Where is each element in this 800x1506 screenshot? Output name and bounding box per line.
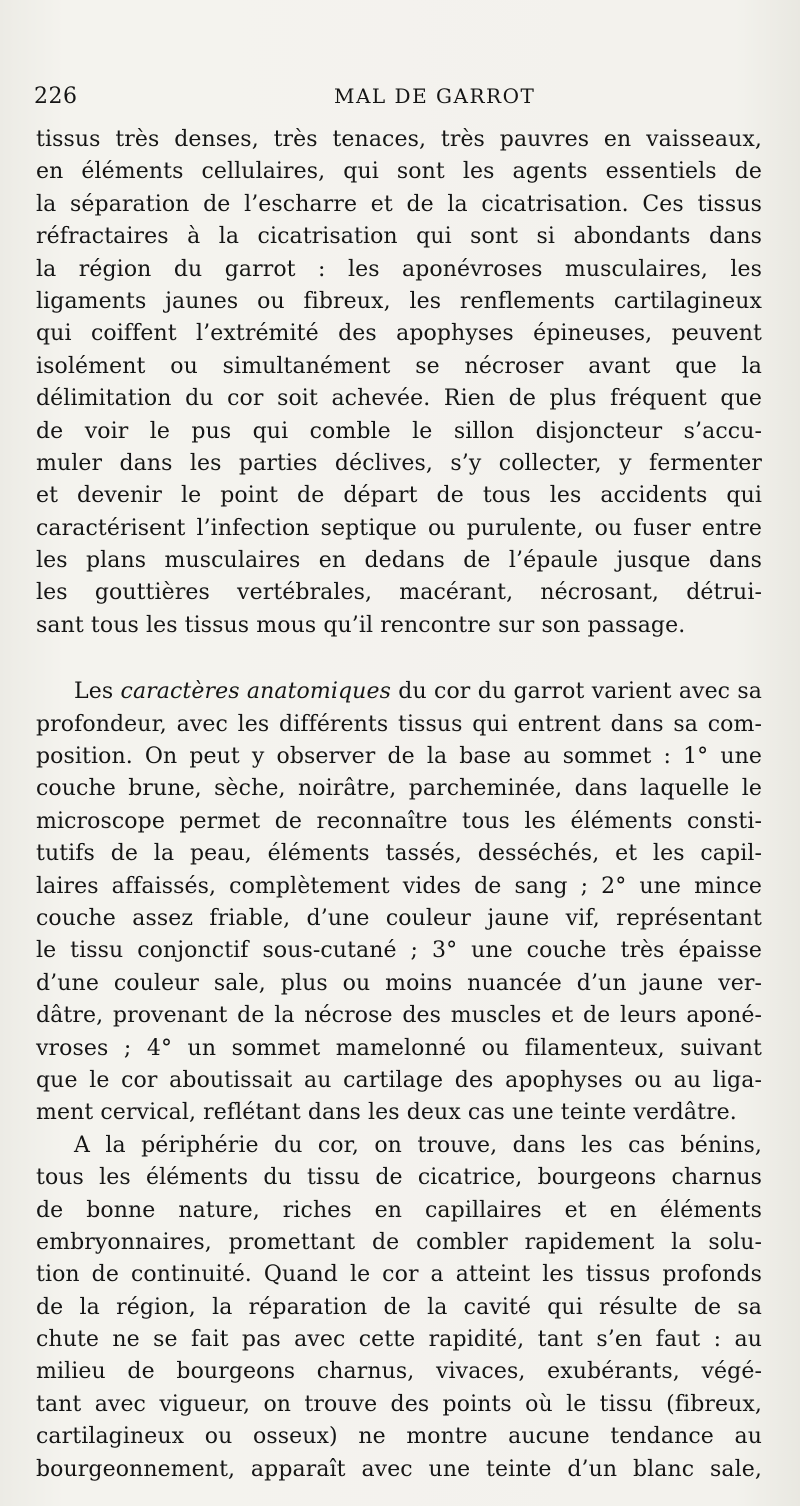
text-line: bourgeonnement, apparaît avec une teinte d’un blanc sale,: [36, 1456, 762, 1482]
text-line: vroses ; 4° un sommet mamelonné ou filamenteux, suivant: [36, 1035, 762, 1061]
italic-term: caractères anatomiques: [120, 679, 391, 705]
text-line: couche assez friable, d’une couleur jaune vif, représentant: [36, 905, 762, 931]
paragraph-2: [36, 676, 762, 1129]
text-line: milieu de bourgeons charnus, vivaces, exubérants, végé-: [36, 1359, 762, 1385]
text-line: profondeur, avec les différents tissus qui entrent dans sa com-: [36, 711, 762, 737]
text-line: d’une couleur sale, plus ou moins nuancée d’un jaune ver-: [36, 970, 762, 996]
text-line: de voir le pus qui comble le sillon disjoncteur s’accu-: [36, 418, 762, 444]
text-line: tutifs de la peau, éléments tassés, desséchés, et les capil-: [36, 841, 762, 867]
text-line: microscope permet de reconnaître tous les éléments consti-: [36, 808, 762, 834]
text-line: laires affaissés, complètement vides de sang ; 2° une mince: [36, 873, 762, 899]
text-line: et devenir le point de départ de tous les accidents qui: [36, 483, 762, 509]
text-line: A la périphérie du cor, on trouve, dans les cas bénins,: [74, 1132, 762, 1158]
text-line: les plans musculaires en dedans de l’épaule jusque dans: [36, 548, 762, 574]
paragraph-2-first-line: [36, 676, 762, 708]
text-line: muler dans les parties déclives, s’y collecter, y fermenter: [36, 450, 762, 476]
text-line: isolément ou simultanément se nécroser avant que la: [36, 353, 762, 379]
text-line: tant avec vigueur, on trouve des points où le tissu (fibreux,: [36, 1391, 762, 1417]
text-line: délimitation du cor soit achevée. Rien de plus fréquent que: [36, 386, 762, 412]
text-line: de la région, la réparation de la cavité qui résulte de sa: [36, 1294, 762, 1320]
text-line: embryonnaires, promettant de combler rapidement la solu-: [36, 1229, 762, 1255]
text-run: du cor du garrot varient avec sa: [390, 679, 763, 705]
text-line: la région du garrot : les aponévroses musculaires, les: [36, 256, 762, 282]
page-header: [34, 84, 764, 116]
text-line: ment cervical, reflétant dans les deux cas une teinte verdâtre.: [36, 1100, 737, 1126]
text-line: sant tous les tissus mous qu’il rencontre sur son passage.: [36, 612, 686, 638]
text-line: de bonne nature, riches en capillaires et en éléments: [36, 1197, 762, 1223]
text-run: Les: [74, 679, 121, 705]
paragraph-gap: [36, 642, 762, 676]
running-title: MAL DE GARROT: [334, 84, 536, 108]
text-line: tissus très denses, très tenaces, très pauvres en vaisseaux,: [36, 127, 762, 152]
text-line: cartilagineux ou osseux) ne montre aucune tendance au: [36, 1424, 762, 1450]
text-line: dâtre, provenant de la nécrose des muscles et de leurs aponé-: [36, 1003, 762, 1029]
body-text: [36, 124, 762, 1486]
text-line: qui coiffent l’extrémité des apophyses épineuses, peuvent: [36, 321, 762, 347]
text-line: couche brune, sèche, noirâtre, parcheminée, dans laquelle le: [36, 776, 762, 802]
text-line: ligaments jaunes ou fibreux, les renflements cartilagineux: [36, 288, 762, 314]
text-line: position. On peut y observer de la base au sommet : 1° une: [36, 744, 762, 770]
text-line: chute ne se fait pas avec cette rapidité, tant s’en faut : au: [36, 1327, 762, 1353]
page-number: 226: [34, 84, 78, 109]
text-line: le tissu conjonctif sous-cutané ; 3° une couche très épaisse: [36, 938, 762, 964]
text-line: les gouttières vertébrales, macérant, nécrosant, détrui-: [36, 580, 762, 606]
text-line: que le cor aboutissait au cartilage des apophyses ou au liga-: [36, 1067, 762, 1093]
text-line: tion de continuité. Quand le cor a atteint les tissus profonds: [36, 1262, 762, 1288]
text-line: tous les éléments du tissu de cicatrice, bourgeons charnus: [36, 1165, 762, 1191]
text-line: réfractaires à la cicatrisation qui sont si abondants dans: [36, 224, 762, 250]
text-line: la séparation de l’escharre et de la cicatrisation. Ces tissus: [36, 191, 762, 217]
text-line: caractérisent l’infection septique ou purulente, ou fuser entre: [36, 515, 762, 541]
paragraph-3: [36, 1130, 762, 1486]
paragraph-1: [36, 124, 762, 642]
text-line: en éléments cellulaires, qui sont les agents essentiels de: [36, 159, 762, 185]
